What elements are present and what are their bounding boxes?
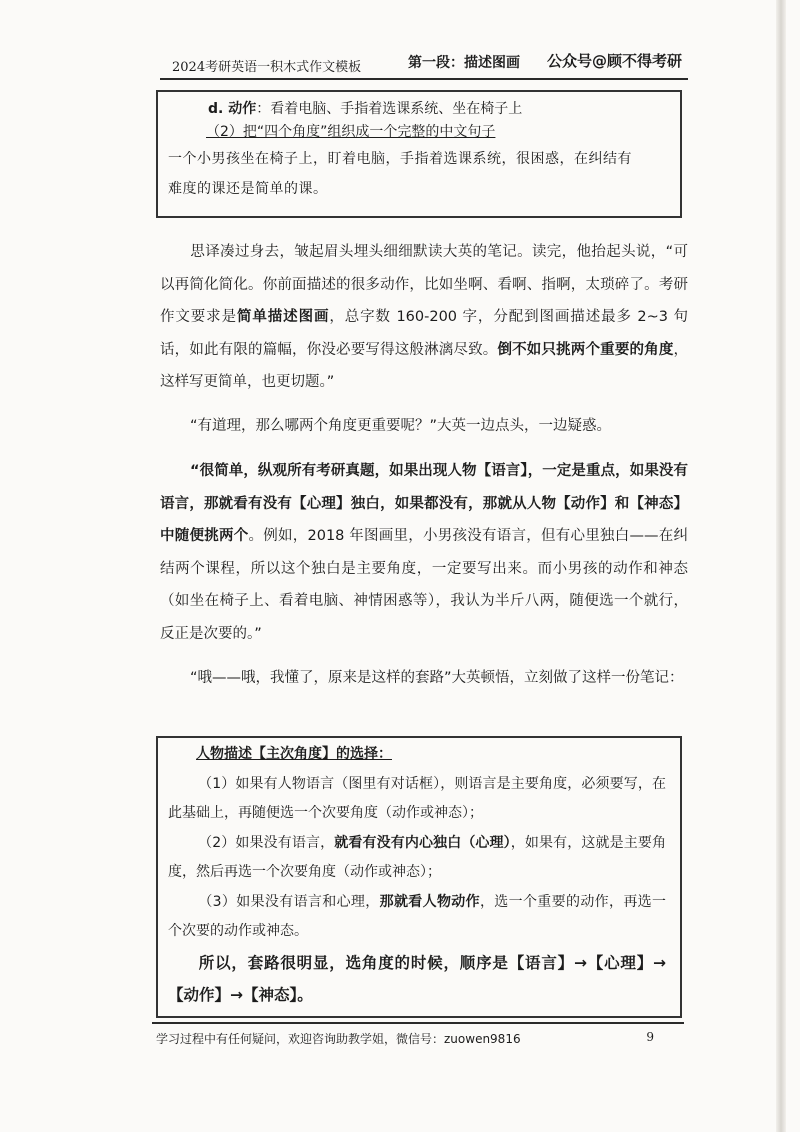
page-header <box>160 50 688 80</box>
rule-one-text: （1）如果有人物语言（图里有对话框），则语言是主要角度，必须要写，在此基础上，再随便选一个次要角度（动作或神态）； <box>168 775 666 821</box>
paragraph-question <box>160 410 688 443</box>
p2-text: “有道理，那么哪两个角度更重要呢？”大英一边点头，一边疑惑。 <box>190 418 612 434</box>
p1-text-1: 思译凑过身去，皱起眉头埋头细细默读大英的笔记。读完，他抬起头说，“可以再简化简化。你前面描述的很多动作，比如坐啊、看啊、指啊，太琐碎了。考研作文要求是 <box>160 244 688 325</box>
p1-text-3: ，这样写更简单，也更切题。” <box>160 341 689 390</box>
action-text: ：看着电脑、手指着选课系统、坐在椅子上 <box>256 101 523 117</box>
paragraph-explanation <box>160 455 688 650</box>
action-label: d. 动作 <box>208 101 257 117</box>
page-number: 9 <box>646 1030 654 1044</box>
rule-three-text-c: ，选一个重要的动作，再选一个次要的动作或神态。 <box>168 893 666 939</box>
rule-three <box>168 888 666 947</box>
p1-bold-1: 简单描述图画 <box>236 309 330 325</box>
header-book-title: 2024考研英语一积木式作文模板 <box>172 60 362 75</box>
p3-text: 。例如，2018 年图画里，小男孩没有语言，但有心里独白——在纠结两个课程，所以这个独白是主要角度，一定要写出来。而小男孩的动作和神态（如坐在椅子上、看着电脑、神情困惑等），我认为半斤八两，随便选一个就行，反正是次要的。” <box>160 528 688 642</box>
page-spine-shadow <box>776 0 786 1132</box>
rule-three-text-a: （3）如果没有语言和心理， <box>198 893 380 910</box>
action-line <box>208 98 670 120</box>
p4-text: “哦——哦，我懂了，原来是这样的套路”大英顿悟，立刻做了这样一份笔记： <box>190 670 684 686</box>
paragraph-simplify <box>160 236 688 399</box>
rule-two-bold: 就看有没有内心独白（心理） <box>334 834 511 851</box>
rule-two-text-a: （2）如果没有语言， <box>198 834 335 851</box>
rule-three-bold: 那就看人物动作 <box>379 893 480 910</box>
notes-box-actions <box>156 90 682 218</box>
header-section-title: 第一段：描述图画 <box>408 55 520 71</box>
step-two-heading: （2）把“四个角度”组织成一个完整的中文句子 <box>206 124 496 140</box>
notes-box-angle-selection <box>156 736 682 1018</box>
p1-text-2: ，总字数 160-200 字，分配到图画描述最多 2~3 句话，如此有限的篇幅，你没必要写得这般淋漓尽致。 <box>160 309 688 358</box>
notes-title: 人物描述【主次角度】的选择： <box>196 746 392 762</box>
header-account-name: 公众号@顾不得考研 <box>546 52 682 70</box>
p1-bold-2: 倒不如只挑两个重要的角度 <box>497 341 674 358</box>
page-footer <box>152 1022 684 1050</box>
footer-contact: 学习过程中有任何疑问，欢迎咨询助教学姐，微信号：zuowen9816 <box>156 1032 521 1046</box>
rule-one <box>168 770 666 829</box>
rule-two-text-c: ，如果有，这就是主要角度，然后再选一个次要角度（动作或神态）； <box>168 834 666 880</box>
rule-two <box>168 829 666 888</box>
chinese-sentence-line1: 一个小男孩坐在椅子上，盯着电脑，手指着选课系统，很困惑，在纠结有 <box>168 151 632 167</box>
paragraph-realization <box>160 662 688 695</box>
chinese-sentence-line2: 难度的课还是简单的课。 <box>168 181 328 197</box>
summary-text: 所以，套路很明显，选角度的时候，顺序是【语言】→【心理】→【动作】→【神态】。 <box>168 953 666 1004</box>
summary-rule <box>168 947 666 1011</box>
p3-bold: “很简单，纵观所有考研真题，如果出现人物【语言】，一定是重点，如果没有语言，那就看有没有【心理】独白，如果都没有，那就从人物【动作】和【神态】中随便挑两个 <box>160 463 688 544</box>
